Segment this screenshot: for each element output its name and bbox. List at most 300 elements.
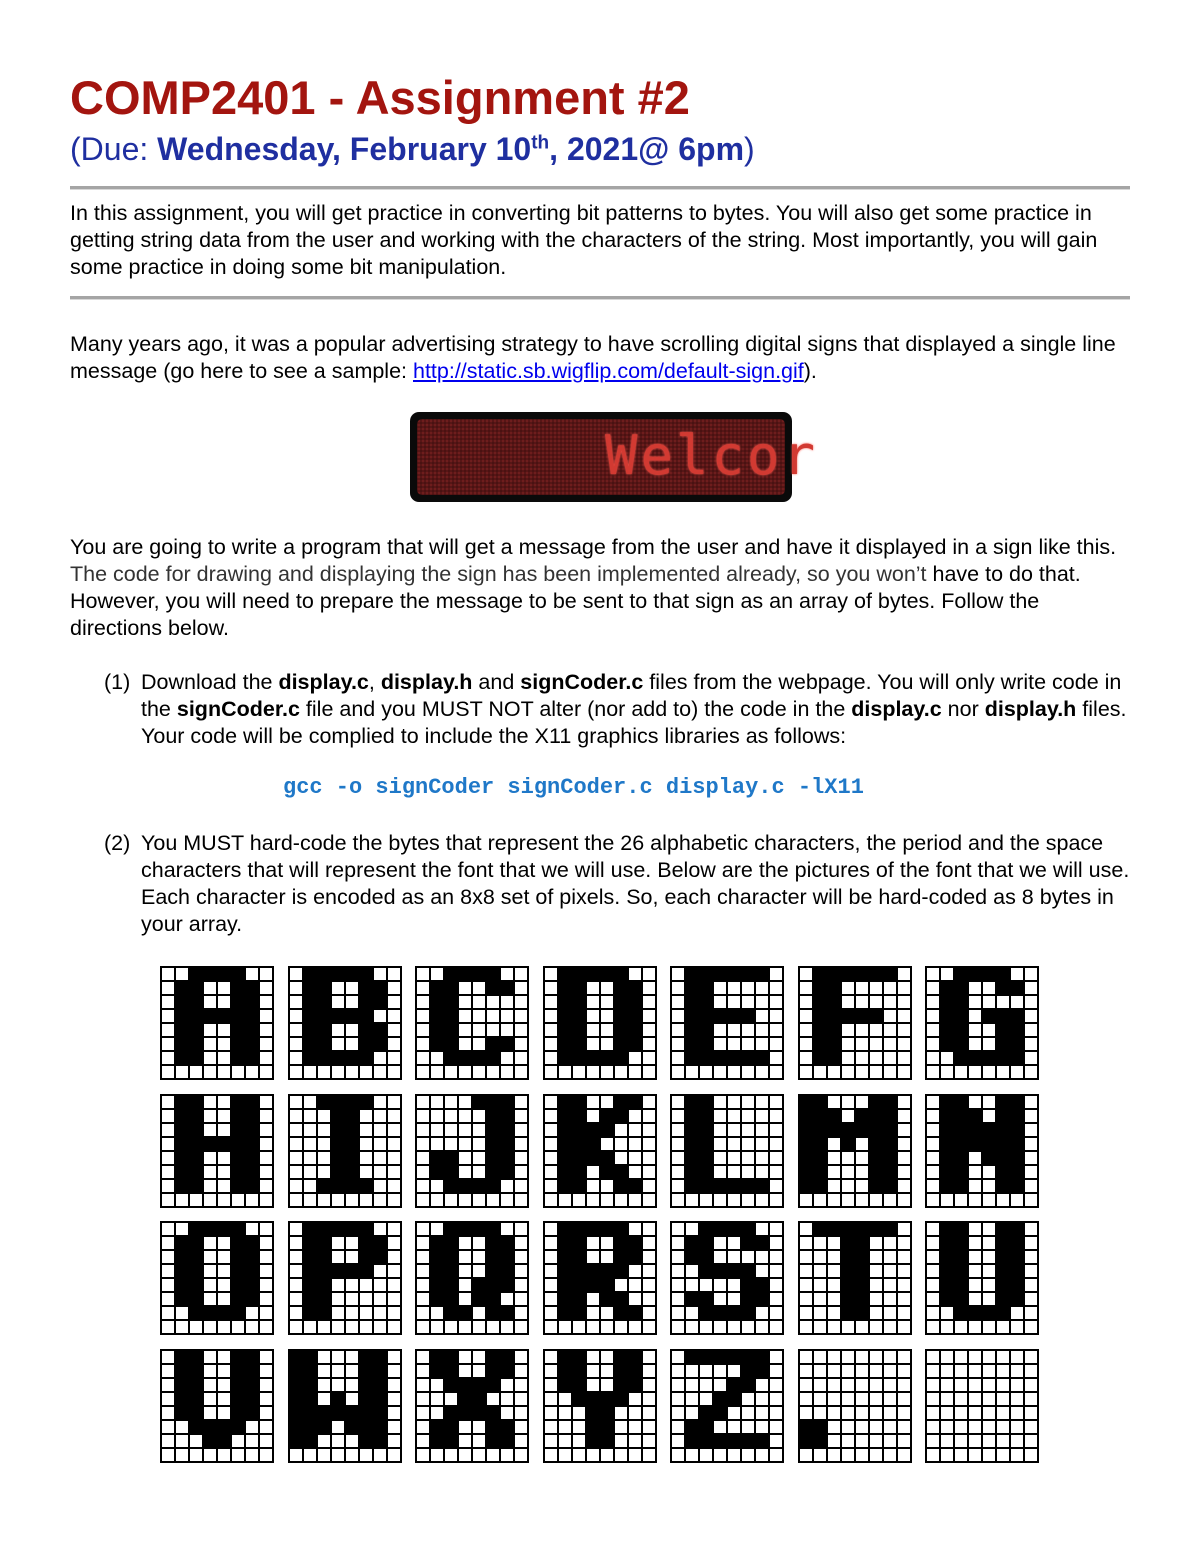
pixel xyxy=(176,1251,188,1263)
pixel xyxy=(459,1052,471,1064)
pixel xyxy=(770,1052,782,1064)
pixel xyxy=(260,1449,272,1461)
pixel xyxy=(246,1180,258,1192)
pixel xyxy=(601,1293,613,1305)
glyph-g xyxy=(925,966,1039,1080)
pixel xyxy=(700,1407,712,1419)
pixel xyxy=(190,1096,202,1108)
pixel xyxy=(643,1421,655,1433)
pixel xyxy=(870,1038,882,1050)
pixel xyxy=(629,1152,641,1164)
pixel xyxy=(643,1237,655,1249)
pixel xyxy=(742,1449,754,1461)
pixel xyxy=(346,1010,358,1022)
pixel xyxy=(190,1166,202,1178)
pixel xyxy=(190,982,202,994)
pixel xyxy=(898,1052,910,1064)
pixel xyxy=(204,1351,216,1363)
pixel xyxy=(814,1251,826,1263)
pixel xyxy=(742,1237,754,1249)
pixel xyxy=(176,1365,188,1377)
pixel xyxy=(304,1435,316,1447)
pixel xyxy=(515,1194,527,1206)
pixel xyxy=(417,1166,429,1178)
pixel xyxy=(1011,1066,1023,1078)
pixel xyxy=(997,996,1009,1008)
pixel xyxy=(204,1194,216,1206)
pixel xyxy=(346,1449,358,1461)
pixel xyxy=(714,1293,726,1305)
pixel xyxy=(260,1421,272,1433)
pixel xyxy=(318,1351,330,1363)
glyph-o xyxy=(160,1221,274,1335)
pixel xyxy=(260,1024,272,1036)
pixel xyxy=(1025,1279,1037,1291)
pixel xyxy=(969,1321,981,1333)
pixel xyxy=(601,1010,613,1022)
pixel xyxy=(601,1365,613,1377)
pixel xyxy=(629,1279,641,1291)
pixel xyxy=(672,1024,684,1036)
pixel xyxy=(290,1365,302,1377)
pixel xyxy=(388,1194,400,1206)
pixel xyxy=(190,1449,202,1461)
pixel xyxy=(431,1449,443,1461)
pixel xyxy=(1011,1421,1023,1433)
pixel xyxy=(388,1251,400,1263)
pixel xyxy=(742,982,754,994)
pixel xyxy=(515,1293,527,1305)
pixel xyxy=(559,1124,571,1136)
pixel xyxy=(898,1096,910,1108)
pixel xyxy=(870,1223,882,1235)
pixel xyxy=(587,1321,599,1333)
pixel xyxy=(814,1321,826,1333)
pixel xyxy=(388,1223,400,1235)
pixel xyxy=(417,1251,429,1263)
pixel xyxy=(828,1279,840,1291)
pixel xyxy=(290,1407,302,1419)
pixel xyxy=(884,1110,896,1122)
pixel xyxy=(983,1194,995,1206)
pixel xyxy=(601,1024,613,1036)
pixel xyxy=(304,1166,316,1178)
pixel xyxy=(842,1110,854,1122)
pixel xyxy=(870,1265,882,1277)
pixel xyxy=(176,1152,188,1164)
pixel xyxy=(686,1166,698,1178)
pixel xyxy=(190,996,202,1008)
pixel xyxy=(828,1110,840,1122)
pixel xyxy=(814,1293,826,1305)
pixel xyxy=(742,1010,754,1022)
pixel xyxy=(1025,1138,1037,1150)
pixel xyxy=(700,1066,712,1078)
pixel xyxy=(246,1393,258,1405)
pixel xyxy=(672,982,684,994)
pixel xyxy=(615,1293,627,1305)
pixel xyxy=(573,1407,585,1419)
pixel xyxy=(487,1435,499,1447)
pixel xyxy=(260,1407,272,1419)
pixel xyxy=(955,1449,967,1461)
pixel xyxy=(615,1024,627,1036)
pixel xyxy=(615,1038,627,1050)
pixel xyxy=(1011,1010,1023,1022)
pixel xyxy=(997,1038,1009,1050)
pixel xyxy=(814,1110,826,1122)
pixel xyxy=(459,1251,471,1263)
pixel xyxy=(700,1110,712,1122)
pixel xyxy=(870,1351,882,1363)
pixel xyxy=(884,1152,896,1164)
pixel xyxy=(431,982,443,994)
pixel xyxy=(700,1307,712,1319)
pixel xyxy=(487,1421,499,1433)
pixel xyxy=(360,1124,372,1136)
step-text xyxy=(141,669,1131,750)
pixel xyxy=(204,1066,216,1078)
pixel xyxy=(304,982,316,994)
pixel xyxy=(714,1066,726,1078)
pixel xyxy=(742,1265,754,1277)
pixel xyxy=(587,1152,599,1164)
pixel xyxy=(487,1152,499,1164)
pixel xyxy=(445,1010,457,1022)
pixel xyxy=(1025,1407,1037,1419)
sample-sign-link[interactable]: http://static.sb.wigflip.com/default-sign.gif xyxy=(413,359,804,383)
pixel xyxy=(756,1251,768,1263)
glyph-x xyxy=(415,1349,529,1463)
pixel xyxy=(346,968,358,980)
pixel xyxy=(800,1293,812,1305)
pixel xyxy=(969,1251,981,1263)
pixel xyxy=(360,1066,372,1078)
pixel xyxy=(601,1321,613,1333)
step-number: (2) xyxy=(104,831,131,855)
pixel xyxy=(643,1407,655,1419)
sign-message: Welcor xyxy=(605,424,819,487)
pixel xyxy=(304,1124,316,1136)
pixel xyxy=(1011,1096,1023,1108)
pixel xyxy=(290,1124,302,1136)
pixel xyxy=(445,982,457,994)
pixel xyxy=(1025,1379,1037,1391)
pixel xyxy=(573,1251,585,1263)
pixel xyxy=(559,1152,571,1164)
pixel xyxy=(304,1152,316,1164)
pixel xyxy=(218,1421,230,1433)
pixel xyxy=(218,982,230,994)
pixel xyxy=(246,1052,258,1064)
pixel xyxy=(955,1435,967,1447)
pixel xyxy=(304,1393,316,1405)
divider-top xyxy=(70,186,1130,190)
pixel xyxy=(246,1024,258,1036)
pixel xyxy=(927,1038,939,1050)
pixel xyxy=(983,1449,995,1461)
pixel xyxy=(898,1251,910,1263)
pixel xyxy=(756,1194,768,1206)
pixel xyxy=(714,1351,726,1363)
pixel xyxy=(1011,1293,1023,1305)
pixel xyxy=(232,1166,244,1178)
pixel xyxy=(927,1321,939,1333)
pixel xyxy=(417,1407,429,1419)
pixel xyxy=(290,1237,302,1249)
pixel xyxy=(260,1180,272,1192)
pixel xyxy=(218,1110,230,1122)
pixel xyxy=(473,1180,485,1192)
pixel xyxy=(360,1038,372,1050)
pixel xyxy=(700,1166,712,1178)
pixel xyxy=(318,1407,330,1419)
pixel xyxy=(700,1421,712,1433)
pixel xyxy=(162,1365,174,1377)
pixel xyxy=(700,1010,712,1022)
pixel xyxy=(615,1052,627,1064)
pixel xyxy=(672,1096,684,1108)
pixel xyxy=(700,1152,712,1164)
pixel xyxy=(388,1279,400,1291)
pixel xyxy=(304,1223,316,1235)
pixel xyxy=(431,1379,443,1391)
pixel xyxy=(190,1066,202,1078)
pixel xyxy=(800,1251,812,1263)
pixel xyxy=(290,1194,302,1206)
pixel xyxy=(828,1449,840,1461)
pixel xyxy=(218,1265,230,1277)
pixel xyxy=(204,1096,216,1108)
pixel xyxy=(587,1180,599,1192)
pixel xyxy=(770,1010,782,1022)
pixel xyxy=(431,1124,443,1136)
pixel xyxy=(672,1223,684,1235)
pixel xyxy=(304,1010,316,1022)
pixel xyxy=(162,1124,174,1136)
pixel xyxy=(686,1066,698,1078)
pixel xyxy=(615,1393,627,1405)
pixel xyxy=(545,1194,557,1206)
pixel xyxy=(318,1166,330,1178)
pixel xyxy=(260,1010,272,1022)
pixel xyxy=(388,1407,400,1419)
pixel xyxy=(870,1180,882,1192)
pixel xyxy=(318,1194,330,1206)
pixel xyxy=(941,1052,953,1064)
pixel xyxy=(898,1379,910,1391)
pixel xyxy=(388,968,400,980)
pixel xyxy=(601,1052,613,1064)
pixel xyxy=(927,1279,939,1291)
pixel xyxy=(941,1449,953,1461)
pixel xyxy=(445,1421,457,1433)
pixel xyxy=(615,1010,627,1022)
pixel xyxy=(601,1223,613,1235)
step-1-text-7: files. Your code will be complied to include the X11 graphics libraries as follows: xyxy=(141,697,1127,748)
pixel xyxy=(728,982,740,994)
pixel xyxy=(515,1279,527,1291)
glyph-i xyxy=(288,1094,402,1208)
pixel xyxy=(459,1223,471,1235)
pixel xyxy=(332,982,344,994)
pixel xyxy=(714,1393,726,1405)
pixel xyxy=(856,1024,868,1036)
pixel xyxy=(814,968,826,980)
pixel xyxy=(742,1138,754,1150)
pixel xyxy=(459,1435,471,1447)
pixel xyxy=(714,1407,726,1419)
step-1-text-2: , xyxy=(368,670,381,694)
pixel xyxy=(260,1066,272,1078)
pixel xyxy=(756,1365,768,1377)
pixel xyxy=(770,996,782,1008)
pixel xyxy=(318,1237,330,1249)
pixel xyxy=(756,1124,768,1136)
pixel xyxy=(842,1066,854,1078)
pixel xyxy=(218,1393,230,1405)
pixel xyxy=(927,1251,939,1263)
pixel xyxy=(162,1038,174,1050)
pixel xyxy=(515,1096,527,1108)
pixel xyxy=(559,996,571,1008)
pixel xyxy=(176,1321,188,1333)
pixel xyxy=(770,1365,782,1377)
pixel xyxy=(515,1024,527,1036)
pixel xyxy=(545,1393,557,1405)
pixel xyxy=(290,1307,302,1319)
pixel xyxy=(515,968,527,980)
pixel xyxy=(332,1010,344,1022)
pixel xyxy=(941,1421,953,1433)
pixel xyxy=(545,1265,557,1277)
pixel xyxy=(955,1124,967,1136)
pixel xyxy=(997,1421,1009,1433)
pixel xyxy=(997,1379,1009,1391)
pixel xyxy=(955,1166,967,1178)
pixel xyxy=(756,1166,768,1178)
pixel xyxy=(246,1265,258,1277)
pixel xyxy=(218,1321,230,1333)
pixel xyxy=(927,1096,939,1108)
pixel xyxy=(431,1351,443,1363)
pixel xyxy=(927,1421,939,1433)
pixel xyxy=(714,1307,726,1319)
pixel xyxy=(388,1421,400,1433)
pixel xyxy=(870,1365,882,1377)
pixel xyxy=(573,1138,585,1150)
pixel xyxy=(304,996,316,1008)
pixel xyxy=(176,1351,188,1363)
pixel xyxy=(573,1066,585,1078)
pixel xyxy=(176,1194,188,1206)
pixel xyxy=(573,1365,585,1377)
pixel xyxy=(487,1052,499,1064)
pixel xyxy=(204,1265,216,1277)
pixel xyxy=(927,1393,939,1405)
pixel xyxy=(770,1407,782,1419)
pixel xyxy=(842,1166,854,1178)
pixel xyxy=(246,1307,258,1319)
pixel xyxy=(601,1379,613,1391)
pixel xyxy=(672,1307,684,1319)
pixel xyxy=(629,1307,641,1319)
pixel xyxy=(714,1010,726,1022)
pixel xyxy=(700,1279,712,1291)
pixel xyxy=(473,1110,485,1122)
pixel xyxy=(190,1152,202,1164)
pixel xyxy=(559,1194,571,1206)
pixel xyxy=(346,1365,358,1377)
pixel xyxy=(459,1351,471,1363)
due-date-line xyxy=(70,130,755,168)
pixel xyxy=(346,1279,358,1291)
pixel xyxy=(629,982,641,994)
pixel xyxy=(573,1449,585,1461)
pixel xyxy=(601,1038,613,1050)
glyph-h xyxy=(160,1094,274,1208)
pixel xyxy=(941,968,953,980)
pixel xyxy=(842,1351,854,1363)
pixel xyxy=(898,1110,910,1122)
pixel xyxy=(232,1038,244,1050)
pixel xyxy=(473,1379,485,1391)
pixel xyxy=(487,1180,499,1192)
pixel xyxy=(445,1379,457,1391)
pixel xyxy=(459,1293,471,1305)
pixel xyxy=(545,1038,557,1050)
pixel xyxy=(941,1152,953,1164)
pixel xyxy=(814,1351,826,1363)
pixel xyxy=(260,1379,272,1391)
compile-command: gcc -o signCoder signCoder.c display.c -lX11 xyxy=(283,775,864,800)
pixel xyxy=(417,1307,429,1319)
pixel xyxy=(955,1038,967,1050)
pixel xyxy=(162,968,174,980)
pixel xyxy=(828,1307,840,1319)
pixel xyxy=(700,1365,712,1377)
pixel xyxy=(246,968,258,980)
pixel xyxy=(318,1010,330,1022)
pixel xyxy=(162,1223,174,1235)
pixel xyxy=(190,1279,202,1291)
pixel xyxy=(360,968,372,980)
pixel xyxy=(898,1293,910,1305)
pixel xyxy=(587,1435,599,1447)
pixel xyxy=(501,1223,513,1235)
pixel xyxy=(983,1152,995,1164)
pixel xyxy=(955,1223,967,1235)
pixel xyxy=(587,1365,599,1377)
pixel xyxy=(601,1279,613,1291)
pixel xyxy=(770,1166,782,1178)
pixel xyxy=(318,1096,330,1108)
pixel xyxy=(770,1421,782,1433)
pixel xyxy=(318,1180,330,1192)
pixel xyxy=(332,1223,344,1235)
pixel xyxy=(700,1237,712,1249)
pixel xyxy=(445,1038,457,1050)
pixel xyxy=(742,1279,754,1291)
pixel xyxy=(842,1237,854,1249)
pixel xyxy=(714,968,726,980)
pixel xyxy=(290,1180,302,1192)
pixel xyxy=(290,1393,302,1405)
pixel xyxy=(332,1038,344,1050)
pixel xyxy=(814,1435,826,1447)
pixel xyxy=(204,1223,216,1235)
pixel xyxy=(445,1152,457,1164)
